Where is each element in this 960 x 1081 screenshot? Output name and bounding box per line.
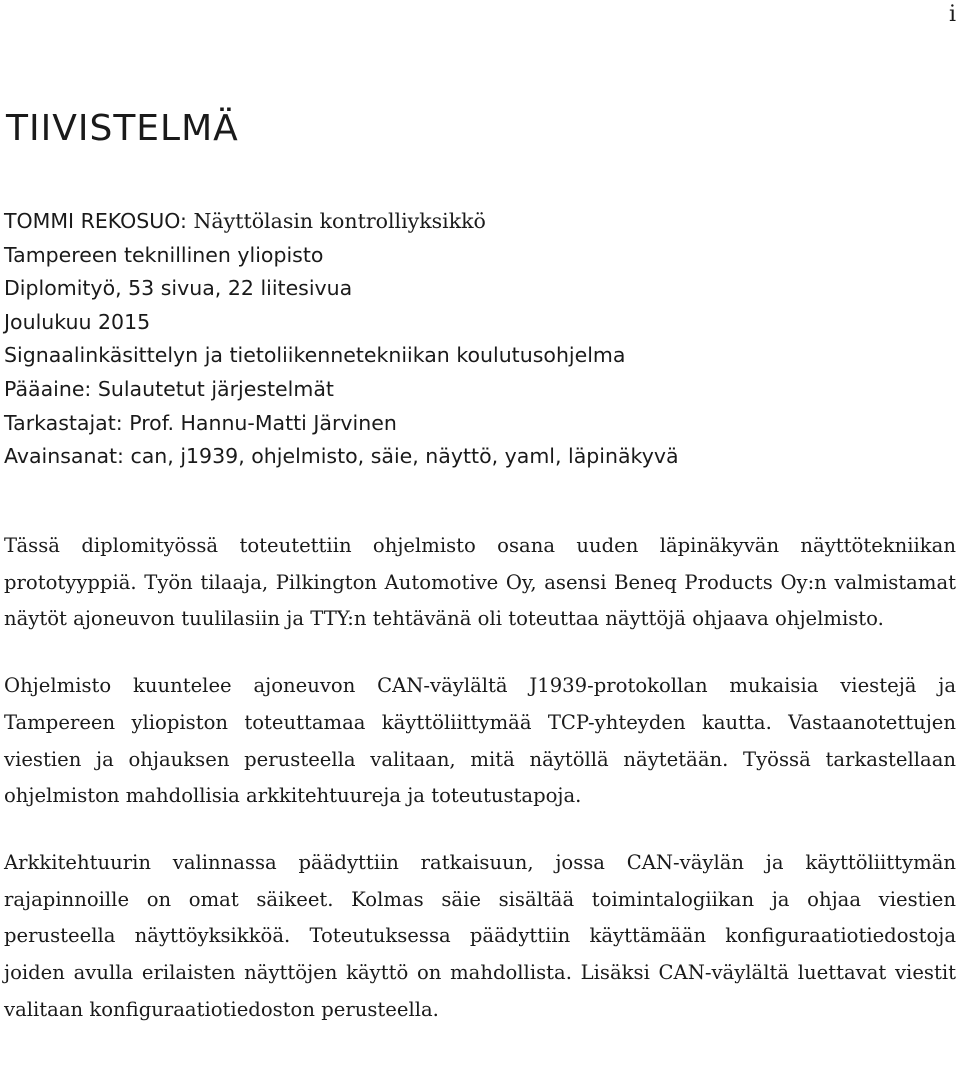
author-name: TOMMI REKOSUO [4,209,181,233]
abstract-paragraph: Ohjelmisto kuuntelee ajoneuvon CAN-väylältä J1939-protokollan mukaisia viestejä ja Tampereen yliopiston toteuttamaa käyttöliittymää TCP-yhteyden kautta. Vastaanotettujen viestien ja ohjauksen perusteella valitaan, mitä näytöllä näytetään. Työssä tarkastellaan ohjelmiston mahdollisia arkkitehtuureja ja toteutustapoja. [4,674,956,808]
thesis-title: Näyttölasin kontrolliyksikkö [193,209,486,233]
page-number: i [948,2,956,27]
keywords-line: Avainsanat: can, j1939, ohjelmisto, säie, näyttö, yaml, läpinäkyvä [4,444,679,469]
abstract-paragraph: Arkkitehtuurin valinnassa päädyttiin ratkaisuun, jossa CAN-väylän ja käyttöliittymän rajapinnoille on omat säikeet. Kolmas säie sisältää toimintalogiikan ja ohjaa viestien perusteella näyttöyksikköä. Toteutuksessa päädyttiin käyttämään konfiguraatiotiedostoja joiden avulla erilaisten näyttöjen käyttö on mahdollista. Lisäksi CAN-väylältä luettavat viestit valitaan konfiguraatiotiedoston perusteella. [4,850,956,1021]
examiners-line: Tarkastajat: Prof. Hannu-Matti Järvinen [4,410,397,435]
degree-programme-line: Signaalinkäsittelyn ja tietoliikennetekniikan koulutusohjelma [4,343,626,368]
major-line: Pääaine: Sulautetut järjestelmät [4,376,334,401]
author-separator: : [180,209,194,233]
university-line: Tampereen teknillinen yliopisto [4,242,324,267]
thesis-metadata [4,205,954,474]
page-title: TIIVISTELMÄ [6,108,239,149]
abstract-paragraph: Tässä diplomityössä toteutettiin ohjelmisto osana uuden läpinäkyvän näyttötekniikan prototyyppiä. Työn tilaaja, Pilkington Automotive Oy, asensi Beneq Products Oy:n valmistamat näytöt ajoneuvon tuulilasiin ja TTY:n tehtävänä oli toteuttaa näyttöjä ohjaava ohjelmisto. [4,534,956,631]
date-line: Joulukuu 2015 [4,309,151,334]
author-line [4,205,954,239]
page-count-line: Diplomityö, 53 sivua, 22 liitesivua [4,276,353,301]
abstract-body [4,528,956,1058]
